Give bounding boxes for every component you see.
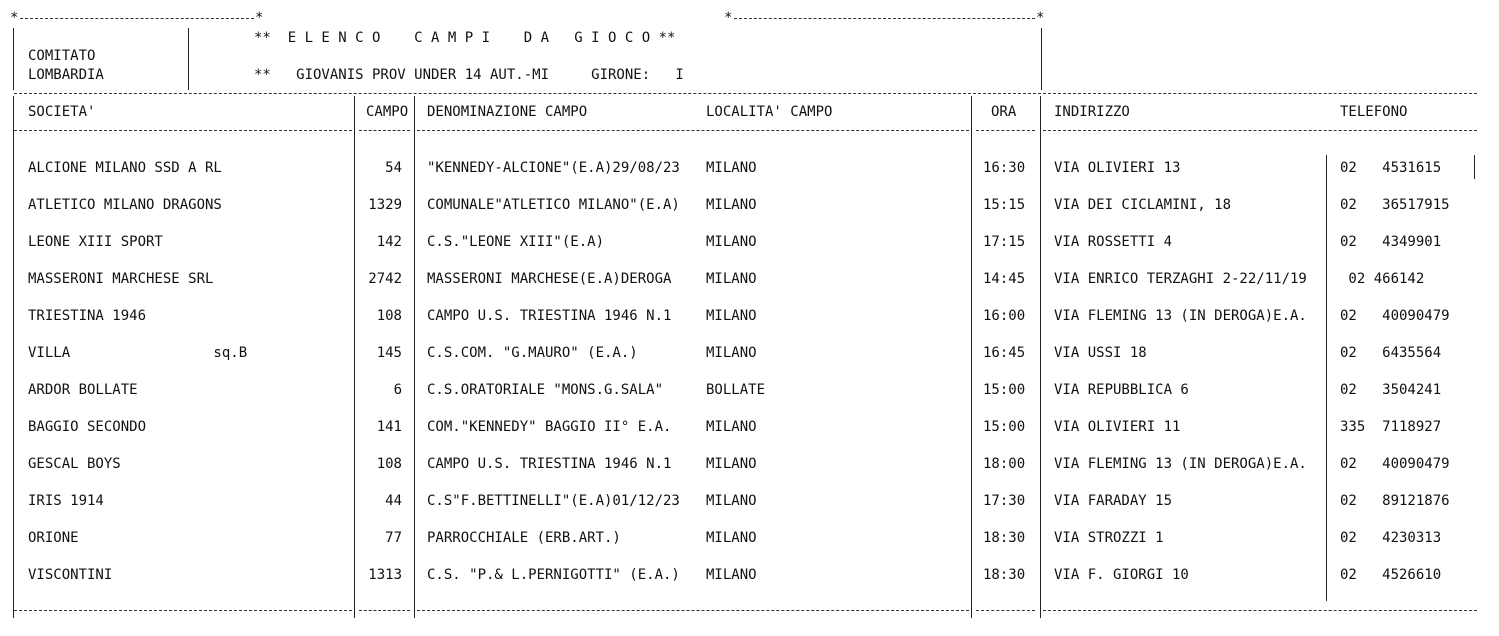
column-header-ora: ORA [991, 104, 1017, 120]
bottom-rule-denominazione [417, 610, 969, 611]
cell-localita: MILANO [706, 197, 757, 213]
cell-telefono: 02 3504241 [1340, 382, 1442, 398]
cell-indirizzo: VIA OLIVIERI 11 [1054, 419, 1181, 435]
cell-societa: ATLETICO MILANO DRAGONS [28, 197, 222, 213]
bottom-rule-ora [976, 610, 1035, 611]
cell-societa: ARDOR BOLLATE [28, 382, 138, 398]
cell-localita: MILANO [706, 567, 757, 583]
championship-subtitle: ** GIOVANIS PROV UNDER 14 AUT.-MI GIRONE: I [254, 67, 684, 83]
cell-telefono: 02 4531615 [1340, 160, 1442, 176]
header-divider [188, 28, 189, 90]
rule-below-header-right [1043, 130, 1477, 131]
cell-localita: MILANO [706, 234, 757, 250]
rule-below-header-campo [359, 130, 410, 131]
cell-denominazione: COMUNALE"ATLETICO MILANO"(E.A) [427, 197, 680, 213]
cell-ora: 18:30 [983, 567, 1026, 583]
rule-below-header-denominazione [417, 130, 969, 131]
cell-telefono: 02 40090479 [1340, 308, 1450, 324]
cell-telefono: 02 4230313 [1340, 530, 1442, 546]
rule-below-header-ora [976, 130, 1035, 131]
phone-box-right-border [1474, 155, 1475, 179]
cell-societa: GESCAL BOYS [28, 456, 121, 472]
cell-telefono: 02 4349901 [1340, 234, 1442, 250]
cell-campo: 142 [376, 234, 402, 250]
committee-region: LOMBARDIA [28, 67, 104, 83]
phone-box-left-border [1326, 155, 1327, 601]
cell-denominazione: C.S. "P.& L.PERNIGOTTI" (E.A.) [427, 567, 680, 583]
bottom-rule-campo [359, 610, 410, 611]
header-left-border [13, 28, 14, 90]
cell-campo: 2742 [368, 271, 402, 287]
cell-indirizzo: VIA FLEMING 13 (IN DEROGA)E.A. [1054, 308, 1307, 324]
cell-ora: 17:30 [983, 493, 1026, 509]
cell-ora: 17:15 [983, 234, 1026, 250]
cell-indirizzo: VIA USSI 18 [1054, 345, 1147, 361]
cell-telefono: 02 4526610 [1340, 567, 1442, 583]
cell-ora: 15:00 [983, 382, 1026, 398]
column-header-localita: LOCALITA' CAMPO [706, 104, 833, 120]
cell-indirizzo: VIA REPUBBLICA 6 [1054, 382, 1189, 398]
cell-denominazione: PARROCCHIALE (ERB.ART.) [427, 530, 621, 546]
cell-denominazione: CAMPO U.S. TRIESTINA 1946 N.1 [427, 308, 672, 324]
cell-telefono: 335 7118927 [1340, 419, 1442, 435]
cell-indirizzo: VIA OLIVIERI 13 [1054, 160, 1181, 176]
header-top-rule-left [20, 18, 254, 19]
header-top-rule-right [734, 18, 1035, 19]
cell-indirizzo: VIA STROZZI 1 [1054, 530, 1164, 546]
cell-campo: 1313 [368, 567, 402, 583]
cell-indirizzo: VIA F. GIORGI 10 [1054, 567, 1189, 583]
cell-telefono: 02 466142 [1340, 271, 1425, 287]
bottom-rule-right [1043, 610, 1477, 611]
rule-above-headers-right [1043, 93, 1477, 94]
cell-campo: 108 [376, 456, 402, 472]
rule-below-header-societa [14, 130, 352, 131]
corner-marker-top-left: * [10, 10, 19, 26]
cell-localita: BOLLATE [706, 382, 766, 398]
cell-ora: 18:30 [983, 530, 1026, 546]
cell-campo: 108 [376, 308, 402, 324]
cell-ora: 15:00 [983, 419, 1026, 435]
cell-denominazione: CAMPO U.S. TRIESTINA 1946 N.1 [427, 456, 672, 472]
cell-societa: LEONE XIII SPORT [28, 234, 163, 250]
cell-campo: 1329 [368, 197, 402, 213]
cell-denominazione: C.S.COM. "G.MAURO" (E.A.) [427, 345, 638, 361]
column-header-indirizzo: INDIRIZZO [1054, 104, 1130, 120]
column-header-campo: CAMPO [366, 104, 409, 120]
cell-denominazione: "KENNEDY-ALCIONE"(E.A)29/08/23 [427, 160, 680, 176]
cell-campo: 77 [385, 530, 402, 546]
cell-indirizzo: VIA ENRICO TERZAGHI 2-22/11/19 [1054, 271, 1307, 287]
header-right-border [1041, 28, 1042, 90]
cell-campo: 44 [385, 493, 402, 509]
cell-localita: MILANO [706, 493, 757, 509]
separator-localita-ora [971, 96, 972, 618]
cell-denominazione: COM."KENNEDY" BAGGIO II° E.A. [427, 419, 672, 435]
cell-societa: TRIESTINA 1946 [28, 308, 147, 324]
cell-localita: MILANO [706, 308, 757, 324]
cell-campo: 6 [393, 382, 402, 398]
cell-indirizzo: VIA FLEMING 13 (IN DEROGA)E.A. [1054, 456, 1307, 472]
cell-ora: 16:00 [983, 308, 1026, 324]
cell-localita: MILANO [706, 419, 757, 435]
corner-marker-top-right: * [1036, 10, 1045, 26]
bottom-rule-societa [14, 610, 352, 611]
corner-marker-top-mid-left: * [255, 10, 264, 26]
cell-ora: 16:30 [983, 160, 1026, 176]
cell-telefono: 02 36517915 [1340, 197, 1450, 213]
cell-indirizzo: VIA FARADAY 15 [1054, 493, 1173, 509]
cell-telefono: 02 6435564 [1340, 345, 1442, 361]
table-left-border [13, 96, 14, 618]
separator-societa-campo [354, 96, 355, 618]
cell-societa: ALCIONE MILANO SSD A RL [28, 160, 222, 176]
corner-marker-top-mid-right: * [724, 10, 733, 26]
cell-indirizzo: VIA ROSSETTI 4 [1054, 234, 1173, 250]
cell-ora: 16:45 [983, 345, 1026, 361]
cell-localita: MILANO [706, 160, 757, 176]
cell-ora: 15:15 [983, 197, 1026, 213]
cell-societa: ORIONE [28, 530, 79, 546]
cell-ora: 14:45 [983, 271, 1026, 287]
cell-societa: VISCONTINI [28, 567, 113, 583]
cell-denominazione: C.S."LEONE XIII"(E.A) [427, 234, 605, 250]
cell-denominazione: C.S"F.BETTINELLI"(E.A)01/12/23 [427, 493, 680, 509]
cell-telefono: 02 89121876 [1340, 493, 1450, 509]
separator-ora-indirizzo [1040, 96, 1041, 618]
document-title: ** E L E N C O C A M P I D A G I O C O ** [254, 30, 676, 46]
cell-indirizzo: VIA DEI CICLAMINI, 18 [1054, 197, 1232, 213]
committee-label: COMITATO [28, 48, 96, 64]
cell-denominazione: MASSERONI MARCHESE(E.A)DEROGA [427, 271, 672, 287]
cell-societa: BAGGIO SECONDO [28, 419, 147, 435]
cell-localita: MILANO [706, 271, 757, 287]
cell-localita: MILANO [706, 345, 757, 361]
column-header-denominazione: DENOMINAZIONE CAMPO [427, 104, 588, 120]
cell-campo: 54 [385, 160, 402, 176]
cell-ora: 18:00 [983, 456, 1026, 472]
separator-campo-denominazione [414, 96, 415, 618]
cell-telefono: 02 40090479 [1340, 456, 1450, 472]
cell-denominazione: C.S.ORATORIALE "MONS.G.SALA" [427, 382, 664, 398]
cell-societa: VILLA sq.B [28, 345, 248, 361]
column-header-telefono: TELEFONO [1340, 104, 1408, 120]
cell-localita: MILANO [706, 456, 757, 472]
column-header-societa: SOCIETA' [28, 104, 96, 120]
cell-localita: MILANO [706, 530, 757, 546]
cell-societa: IRIS 1914 [28, 493, 104, 509]
rule-above-headers-left [14, 93, 1041, 94]
cell-societa: MASSERONI MARCHESE SRL [28, 271, 214, 287]
cell-campo: 145 [376, 345, 402, 361]
cell-campo: 141 [376, 419, 402, 435]
